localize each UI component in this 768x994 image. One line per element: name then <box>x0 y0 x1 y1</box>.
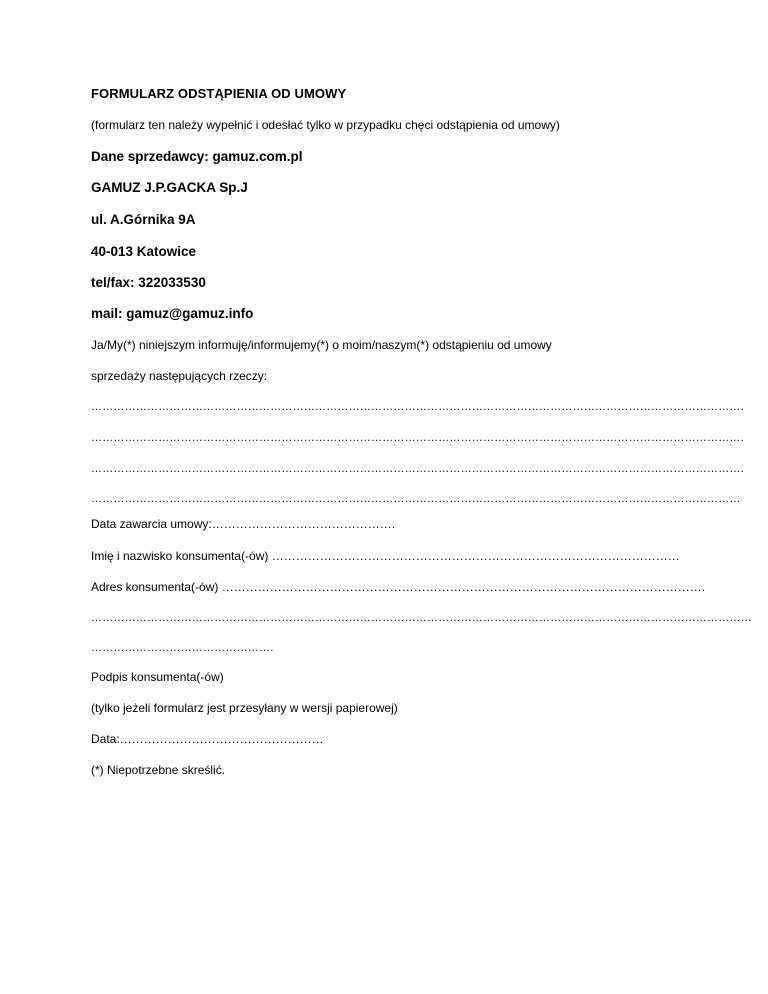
signature-label: Podpis konsumenta(-ów) <box>91 670 224 684</box>
consumer-name-field[interactable]: Imię i nazwisko konsumenta(-ów) ………………………………………………………………………………………… <box>91 549 680 563</box>
date-field[interactable]: Data:…………………………………………… <box>91 732 324 746</box>
item-line[interactable]: …………………………………………………………………………………………………………………………………………………………. <box>91 401 744 413</box>
footnote: (*) Niepotrzebne skreślić. <box>91 763 226 777</box>
declaration-line-1: Ja/My(*) niniejszym informuję/informujemy(*) o moim/naszym(*) odstąpieniu od umowy <box>91 338 552 352</box>
address-line-3[interactable]: …………………………………………. <box>91 642 274 654</box>
seller-city: 40-013 Katowice <box>91 244 197 259</box>
seller-header: Dane sprzedawcy: gamuz.com.pl <box>91 149 303 164</box>
item-line[interactable]: …………………………………………………………………………………………………………………………………………………………. <box>91 463 744 475</box>
consumer-address-field[interactable]: Adres konsumenta(-ów) …………………………………………………………………………………………………………. <box>91 580 706 594</box>
item-line[interactable]: …………………………………………………………………………………………………………………………………………………………. <box>91 432 744 444</box>
address-line-2[interactable]: …………………………………………………………………………………………………………………………………………………………… <box>91 612 752 624</box>
seller-street: ul. A.Górnika 9A <box>91 212 196 227</box>
item-line[interactable]: ………………………………………………………………………………………………………………………………………………………… <box>91 493 741 505</box>
seller-email: mail: gamuz@gamuz.info <box>91 306 254 321</box>
contract-date-field[interactable]: Data zawarcia umowy:………………………………………. <box>91 517 396 531</box>
seller-company: GAMUZ J.P.GACKA Sp.J <box>91 180 248 195</box>
form-subtitle: (formularz ten należy wypełnić i odesłać tylko w przypadku chęci odstąpienia od umowy) <box>91 118 560 132</box>
signature-note: (tylko jeżeli formularz jest przesyłany w wersji papierowej) <box>91 701 398 715</box>
seller-phone: tel/fax: 322033530 <box>91 275 206 290</box>
form-title: FORMULARZ ODSTĄPIENIA OD UMOWY <box>91 86 347 101</box>
declaration-line-2: sprzedaży następujących rzeczy: <box>91 369 268 383</box>
